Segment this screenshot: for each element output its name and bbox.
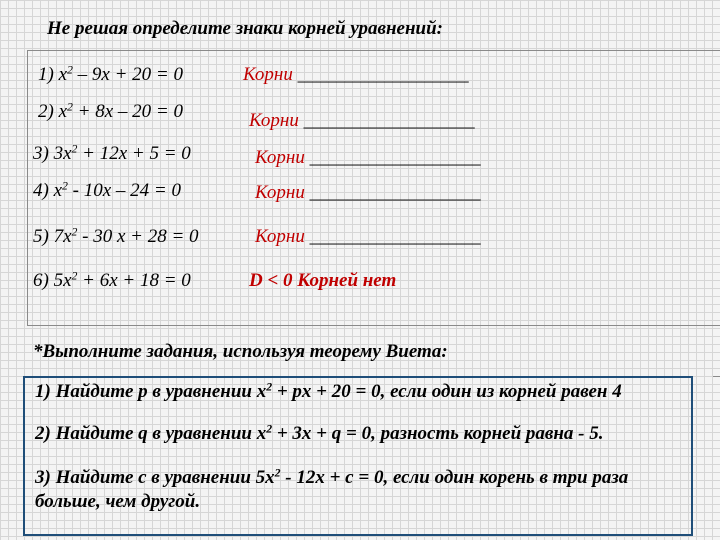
vieta-task-3: 3) Найдите с в уравнении $5x^2 - 12x + c = 0$, если один корень в три раза	[35, 466, 629, 488]
equation-1: 1) $x^2 - 9x + 20 = 0$	[38, 63, 183, 85]
roots-2: Корни __________________	[249, 110, 475, 131]
vieta-task-3-line2: больше, чем другой.	[35, 491, 201, 512]
roots-5: Корни __________________	[255, 226, 481, 247]
roots-4: Корни __________________	[255, 182, 481, 203]
box-connector-line	[713, 376, 720, 377]
roots-1: Корни __________________	[243, 64, 469, 85]
task1-title: Не решая определите знаки корней уравнений:	[47, 18, 443, 39]
vieta-task-2: 2) Найдите q в уравнении $x^2 + 3x + q = 0$, разность корней равна - 5.	[35, 422, 604, 444]
vieta-task-1: 1) Найдите р в уравнении $x^2$ + px + 20 = 0, если один из корней равен 4	[35, 380, 622, 402]
roots-6-no-roots: D < 0 Корней нет	[249, 270, 397, 291]
equation-5: 5) $7x^2 - 30$ x + 28 = 0	[33, 225, 199, 247]
task2-title: *Выполните задания, используя теорему Виета:	[33, 341, 448, 362]
equation-3: 3) $3x^2 + 12x + 5 = 0$	[33, 142, 191, 164]
roots-3: Корни __________________	[255, 147, 481, 168]
equation-6: 6) $5x^2 + 6x + 18 = 0$	[33, 269, 191, 291]
equation-4: 4) $x^2 - 10x - 24 = 0$	[33, 179, 181, 201]
equation-2: 2) $x^2 + 8x - 20 = 0$	[38, 100, 183, 122]
